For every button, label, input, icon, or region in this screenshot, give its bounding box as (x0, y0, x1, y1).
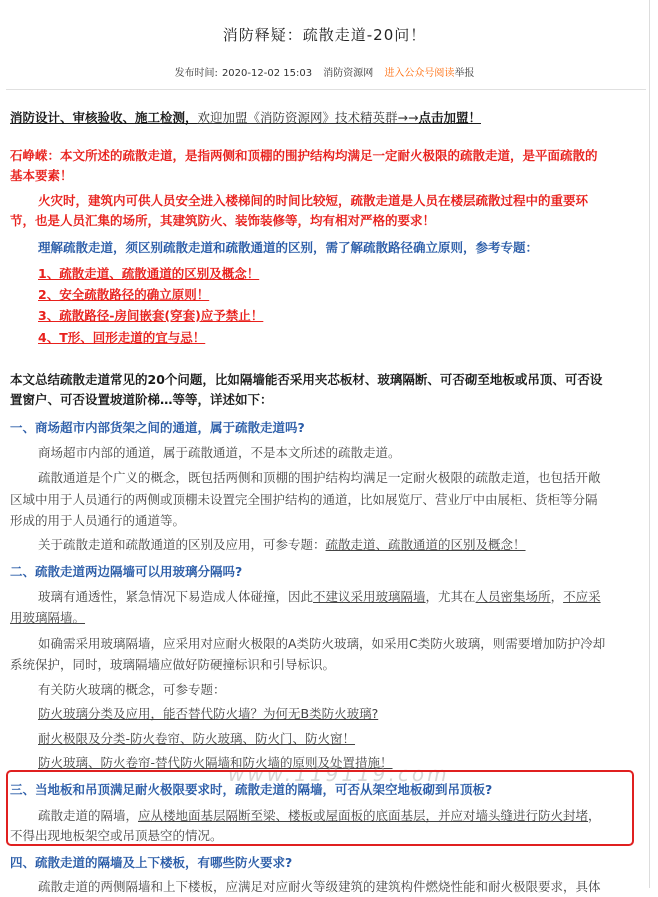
q4-heading: 四、疏散走道的隔墙及上下楼板，有哪些防火要求? (10, 855, 293, 870)
q1-p3-prefix: 关于疏散走道和疏散通道的区别及应用，可参专题： (38, 537, 326, 552)
intro-line-4: 节，也是人员汇集的场所，其建筑防火、装饰装修等，均有相对严格的要求！ (10, 213, 436, 228)
q1-p2-line-3: 形成的用于人员通行的通道等。 (10, 513, 186, 528)
intro-line-1: 石峥嵘：本文所述的疏散走道，是指两侧和顶棚的围护结构均满足一定耐火极限的疏散走道，是平面疏散的 (10, 148, 598, 163)
mp-read-link[interactable]: 进入公众号阅读 (384, 68, 455, 79)
q2-p1-line-1 (38, 587, 601, 607)
q2-link-2[interactable]: 耐火极限及分类-防火卷帘、防火玻璃、防火门、防火窗！ (38, 731, 356, 746)
intro-line-2: 基本要素！ (10, 168, 73, 183)
q2-link-1[interactable]: 防火玻璃分类及应用，能否替代防火墙？为何无B类防火玻璃? (38, 706, 379, 721)
watermark: www.119119.com (228, 762, 450, 786)
article-title: 消防释疑：疏散走道-20问！ (222, 26, 427, 44)
q1-p3 (38, 535, 526, 555)
q2-p2-line-2: 系统保护，同时，玻璃隔墙应做好防硬撞标识和引导标识。 (10, 657, 336, 672)
q2-emphasis-crowded: 人员密集场所 (475, 589, 551, 604)
topic-link-4[interactable]: 4、T形、回形走道的宜与忌！ (38, 330, 206, 345)
intro-line-5: 理解疏散走道，须区别疏散走道和疏散通道的区别，需了解疏散路径确立原则，参考专题： (38, 240, 539, 255)
published-time: 2020-12-02 15:03 (221, 68, 313, 79)
q3-heading: 三、当地板和吊顶满足耐火极限要求时，疏散走道的隔墙，可否从架空地板砌到吊顶板? (10, 782, 493, 797)
q2-emphasis-glass: 不建议采用玻璃隔墙 (313, 589, 426, 604)
q2-text: ，尤其在 (425, 589, 476, 604)
q4-p1: 疏散走道的两侧隔墙和上下楼板，应满足对应耐火等级建筑的建筑构件燃烧性能和耐火极限要求，具体 (38, 879, 601, 894)
intro-line-3: 火灾时，建筑内可供人员安全进入楼梯间的时间比较短，疏散走道是人员在楼层疏散过程中的重要环 (38, 193, 589, 208)
q2-text: ， (550, 589, 564, 604)
q2-heading: 二、疏散走道两边隔墙可以用玻璃分隔吗? (10, 564, 243, 579)
published-label: 发布时间: (174, 68, 218, 79)
q3-p1-line-2: 不得出现地板架空或吊顶悬空的情况。 (10, 828, 223, 843)
article-meta (0, 64, 649, 79)
q1-p2-line-2: 区域中用于人员通行的两侧或顶棚未设置完全围护结构的通道，比如展览厅、营业厅中由展柜、货柜等分隔 (10, 492, 598, 507)
promo-cta[interactable]: 点击加盟！ (418, 110, 481, 125)
topic-link-1[interactable]: 1、疏散走道、疏散通道的区别及概念！ (38, 266, 260, 281)
q1-p2-line-1: 疏散通道是个广义的概念，既包括两侧和顶棚的围护结构均满足一定耐火极限的疏散走道，也包括开敞 (38, 470, 601, 485)
q2-p3: 有关防火玻璃的概念，可参专题： (38, 682, 226, 697)
q1-p3-link[interactable]: 疏散走道、疏散通道的区别及概念！ (325, 537, 526, 552)
topic-link-2[interactable]: 2、安全疏散路径的确立原则！ (38, 287, 210, 302)
q3-text: 疏散走道的隔墙， (38, 808, 139, 823)
q2-text: 玻璃有通透性，紧急情况下易造成人体碰撞，因此 (38, 589, 314, 604)
report-link[interactable]: 举报 (454, 68, 475, 79)
summary-line-2: 置窗户、可否设置坡道阶梯…等等，详述如下： (10, 392, 273, 407)
q1-p1: 商场超市内部的通道，属于疏散通道，不是本文所述的疏散走道。 (38, 445, 401, 460)
divider (6, 89, 646, 90)
source-link[interactable]: 消防资源网 (323, 68, 374, 79)
promo-line (10, 108, 481, 128)
q2-p2-line-1: 如确需采用玻璃隔墙，应采用对应耐火极限的A类防火玻璃，如采用C类防火玻璃，则需要增加防护冷却 (38, 636, 606, 651)
q3-text: ， (588, 808, 601, 823)
q1-heading: 一、商场超市内部货架之间的通道，属于疏散走道吗? (10, 420, 305, 435)
q2-link-3[interactable]: 防火玻璃、防火卷帘-替代防火隔墙和防火墙的原则及处置措施！ (38, 755, 393, 770)
highlight-box (6, 770, 634, 846)
q2-emphasis-forbid: 不应采 (563, 589, 601, 604)
q3-emphasis: 应从楼地面基层隔断至梁、楼板或屋面板的底面基层，并应对墙头缝进行防火封堵 (138, 808, 589, 823)
promo-prefix: 消防设计、审核验收、施工检测， (10, 110, 198, 125)
summary-line-1: 本文总结疏散走道常见的20个问题，比如隔墙能否采用夹芯板材、玻璃隔断、可否砌至地板或吊顶、可否设 (10, 372, 603, 387)
topic-link-3[interactable]: 3、疏散路径-房间嵌套(穿套)应予禁止！ (38, 308, 264, 323)
q2-p1-line-2: 用玻璃隔墙。 (10, 610, 86, 625)
promo-mid[interactable]: 欢迎加盟《消防资源网》技术精英群→→ (197, 110, 419, 125)
